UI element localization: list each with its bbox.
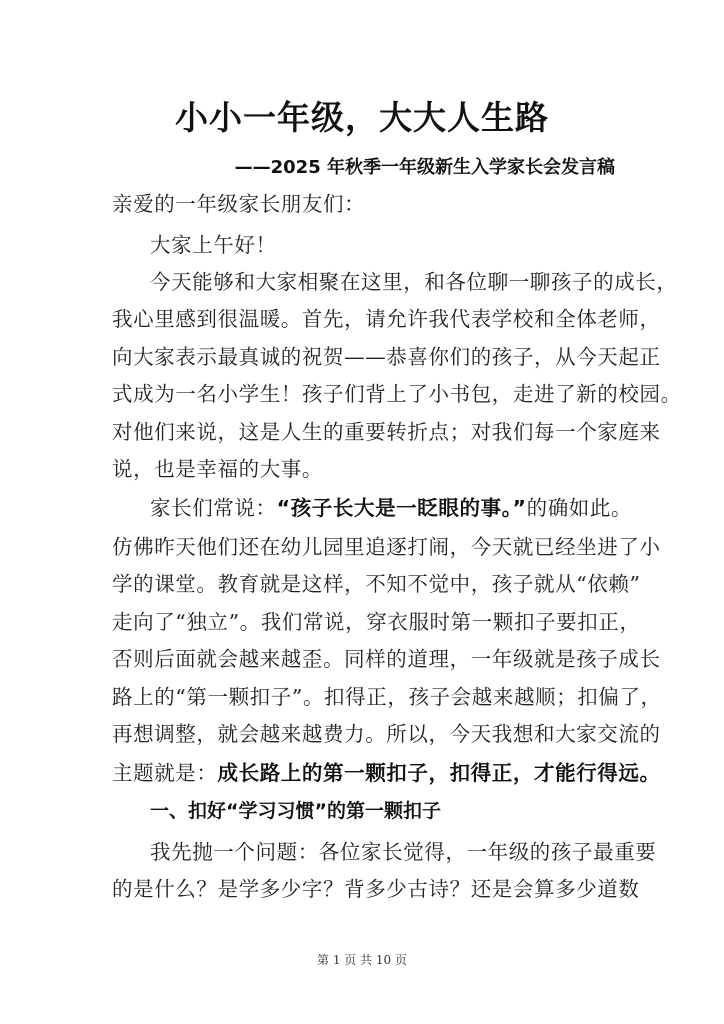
paragraph-line: 否则后面就会越来越歪。同样的道理，一年级就是孩子成长 bbox=[112, 647, 661, 671]
paragraph-line: 走向了“独立”。我们常说，穿衣服时第一颗扣子要扣正， bbox=[112, 610, 641, 634]
paragraph-line: 学的课堂。教育就是这样，不知不觉中，孩子就从“依赖” bbox=[112, 572, 641, 596]
paragraph-line: 式成为一名小学生！孩子们背上了小书包，走进了新的校园。 bbox=[112, 382, 682, 406]
greeting: 大家上午好！ bbox=[150, 233, 277, 257]
paragraph-line: 路上的“第一颗扣子”。扣得正，孩子会越来越顺；扣偏了， bbox=[112, 685, 662, 709]
paragraph-line: 再想调整，就会越来越费力。所以，今天我想和大家交流的 bbox=[112, 722, 661, 746]
section-heading: 一、扣好“学习习惯”的第一颗扣子 bbox=[150, 800, 441, 822]
paragraph-line: 今天能够和大家相聚在这里，和各位聊一聊孩子的成长， bbox=[150, 270, 678, 294]
paragraph-line: 的是什么？是学多少字？背多少古诗？还是会算多少道数 bbox=[112, 877, 640, 901]
theme-statement: 成长路上的第一颗扣子，扣得正，才能行得远。 bbox=[217, 761, 661, 785]
paragraph-line: 对他们来说，这是人生的重要转折点；对我们每一个家庭来 bbox=[112, 420, 661, 444]
paragraph-line: 向大家表示最真诚的祝贺——恭喜你们的孩子，从今天起正 bbox=[112, 345, 661, 369]
salutation: 亲爱的一年级家长朋友们： bbox=[112, 192, 366, 216]
paragraph-text: 的确如此。 bbox=[526, 496, 633, 520]
document-subtitle: ——2025 年秋季一年级新生入学家长会发言稿 bbox=[234, 157, 615, 178]
paragraph-line: 我先抛一个问题：各位家长觉得，一年级的孩子最重要 bbox=[150, 840, 657, 864]
paragraph-text: 家长们常说： bbox=[150, 496, 277, 520]
paragraph-line bbox=[112, 756, 661, 786]
quoted-saying: “孩子长大是一眨眼的事。” bbox=[276, 496, 527, 520]
paragraph-line bbox=[150, 491, 632, 521]
paragraph-text: 主题就是： bbox=[112, 761, 218, 785]
paragraph-line: 我心里感到很温暖。首先，请允许我代表学校和全体老师， bbox=[112, 307, 661, 331]
paragraph-line: 仿佛昨天他们还在幼儿园里追逐打闹，今天就已经坐进了小 bbox=[112, 535, 661, 559]
page-footer: 第 1 页 共 10 页 bbox=[317, 953, 407, 967]
document-title: 小小一年级，大大人生路 bbox=[175, 98, 549, 137]
paragraph-line: 说，也是幸福的大事。 bbox=[112, 457, 323, 481]
